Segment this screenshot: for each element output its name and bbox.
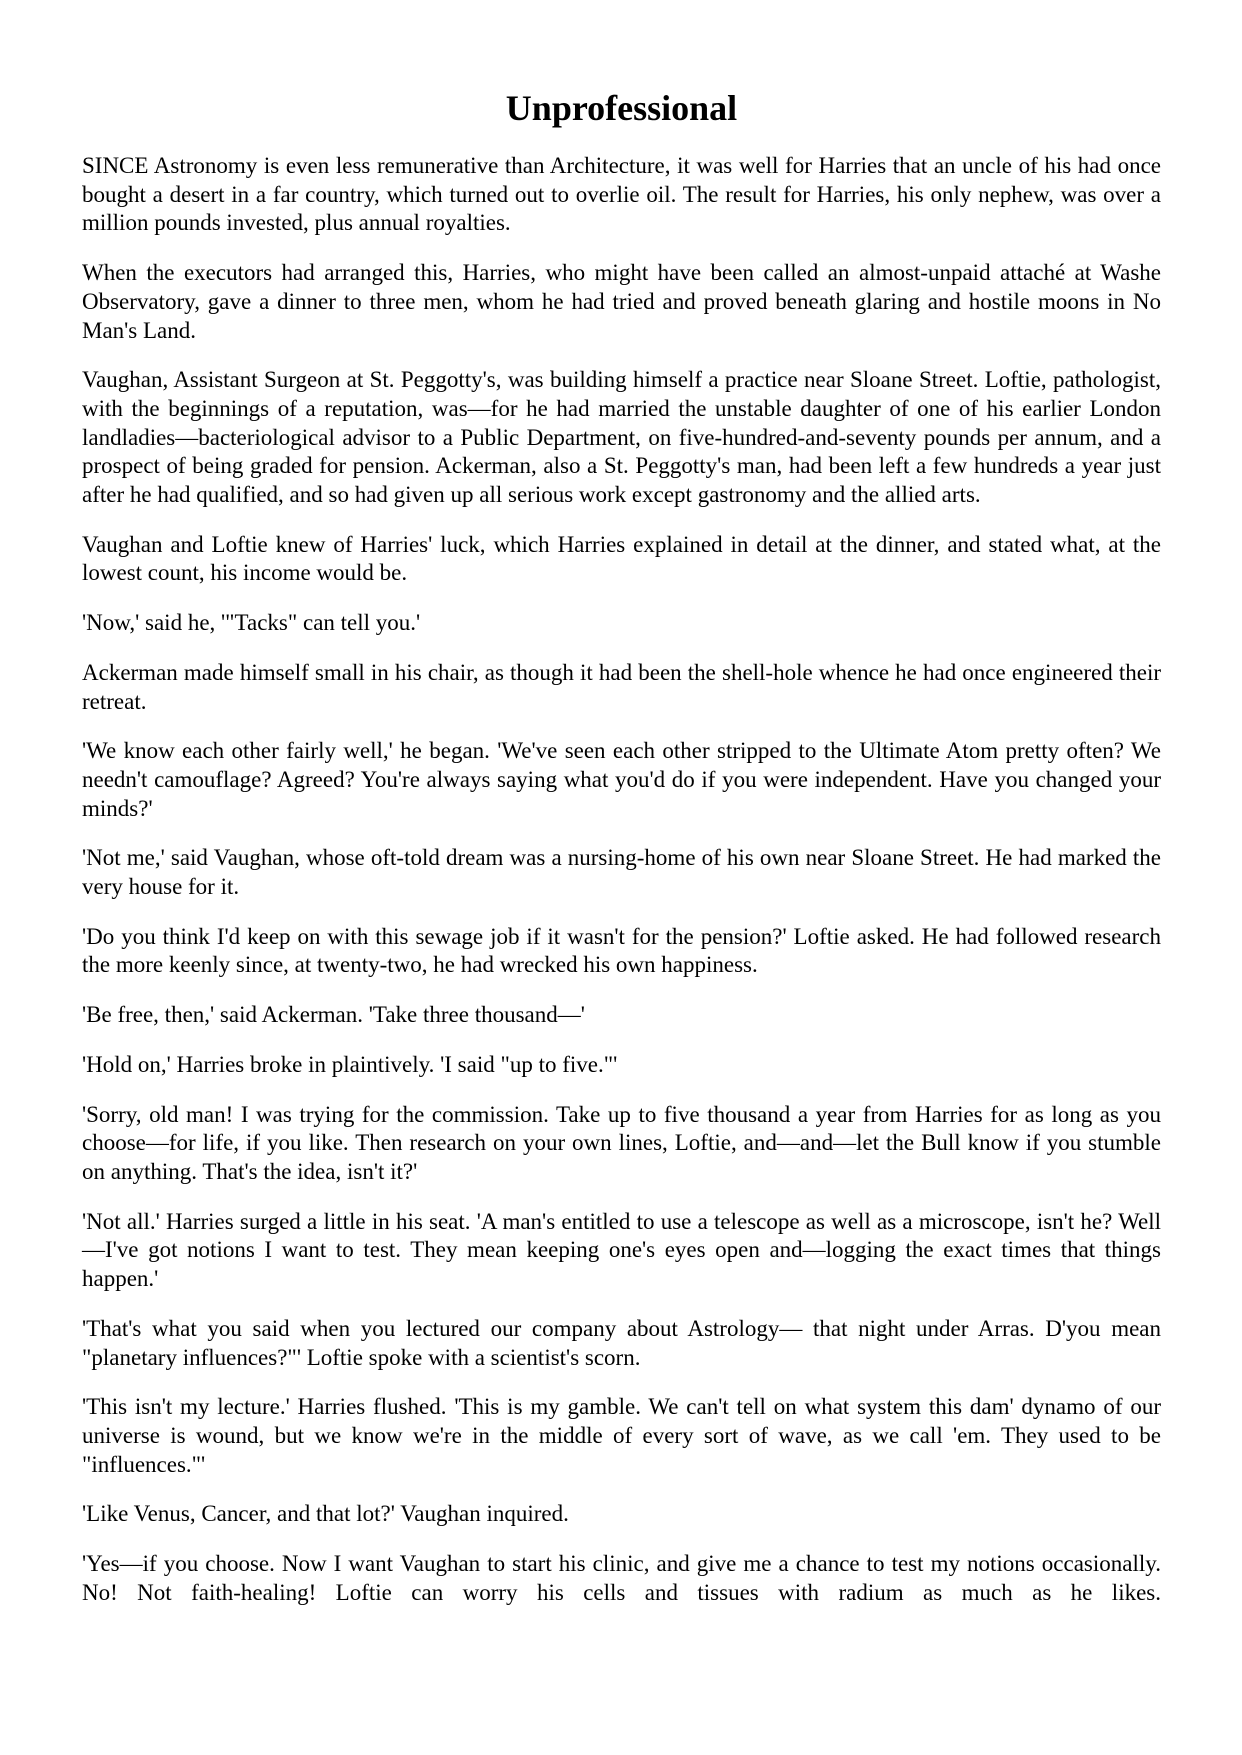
paragraph: 'Sorry, old man! I was trying for the commission. Take up to five thousand a year from Harries for as long as you choose—for life, if you like. Then research on your own lines, Loftie, and—and—let the Bull know if you stumble on anything. That's the idea, isn't it?' <box>82 1101 1161 1184</box>
page-title: Unprofessional <box>505 88 738 128</box>
paragraph: When the executors had arranged this, Harries, who might have been called an almost-unpaid attaché at Washe Observatory, gave a dinner to three men, whom he had tried and proved beneath glaring and hostile moons in No Man's Land. <box>82 260 1161 343</box>
paragraph: 'Hold on,' Harries broke in plaintively. 'I said "up to five."' <box>82 1051 618 1077</box>
paragraph: 'Do you think I'd keep on with this sewage job if it wasn't for the pension?' Loftie asked. He had followed research the more keenly since, at twenty-two, he had wrecked his own happiness. <box>82 923 1161 978</box>
paragraph: 'Now,' said he, '"Tacks" can tell you.' <box>82 610 421 636</box>
paragraph: 'Be free, then,' said Ackerman. 'Take three thousand—' <box>82 1002 585 1028</box>
paragraph: 'That's what you said when you lectured our company about Astrology— that night under Arras. D'you mean "planetary influences?"' Loftie spoke with a scientist's scorn. <box>82 1315 1161 1370</box>
paragraph: 'Yes—if you choose. Now I want Vaughan to start his clinic, and give me a chance to test my notions occasionally. No! Not faith-healing! Loftie can worry his cells and tissues with radium as much as he likes. <box>82 1551 1161 1605</box>
paragraph: Vaughan and Loftie knew of Harries' luck, which Harries explained in detail at the dinner, and stated what, at the lowest count, his income would be. <box>82 531 1161 586</box>
paragraph: 'This isn't my lecture.' Harries flushed. 'This is my gamble. We can't tell on what system this dam' dynamo of our universe is wound, but we know we're in the middle of every sort of wave, as we call 'em. They used to be "influences."' <box>82 1394 1161 1477</box>
document-page <box>82 88 1161 1628</box>
paragraph: Vaughan, Assistant Surgeon at St. Peggotty's, was building himself a practice near Sloane Street. Loftie, pathologist, with the beginnings of a reputation, was—for he had married the unstable daughter of one of his earlier London landladies—bacteriological advisor to a Public Department, on five-hundred-and-seventy pounds per annum, and a prospect of being graded for pension. Ackerman, also a St. Peggotty's man, had been left a few hundreds a year just after he had qualified, and so had given up all serious work except gastronomy and the allied arts. <box>82 367 1161 508</box>
paragraph: SINCE Astronomy is even less remunerative than Architecture, it was well for Harries that an uncle of his had once bought a desert in a far country, which turned out to overlie oil. The result for Harries, his only nephew, was over a million pounds invested, plus annual royalties. <box>82 153 1161 236</box>
paragraph: 'Not all.' Harries surged a little in his seat. 'A man's entitled to use a telescope as well as a microscope, isn't he? Well—I've got notions I want to test. They mean keeping one's eyes open and—logging the exact times that things happen.' <box>82 1208 1161 1292</box>
paragraph: 'Not me,' said Vaughan, whose oft-told dream was a nursing-home of his own near Sloane Street. He had marked the very house for it. <box>82 845 1161 900</box>
paragraph: Ackerman made himself small in his chair, as though it had been the shell-hole whence he had once engineered their retreat. <box>82 659 1161 714</box>
paragraph: 'Like Venus, Cancer, and that lot?' Vaughan inquired. <box>82 1501 569 1527</box>
paragraph: 'We know each other fairly well,' he began. 'We've seen each other stripped to the Ultimate Atom pretty often? We needn't camouflage? Agreed? You're always saying what you'd do if you were independent. Have you changed your minds?' <box>82 738 1161 821</box>
